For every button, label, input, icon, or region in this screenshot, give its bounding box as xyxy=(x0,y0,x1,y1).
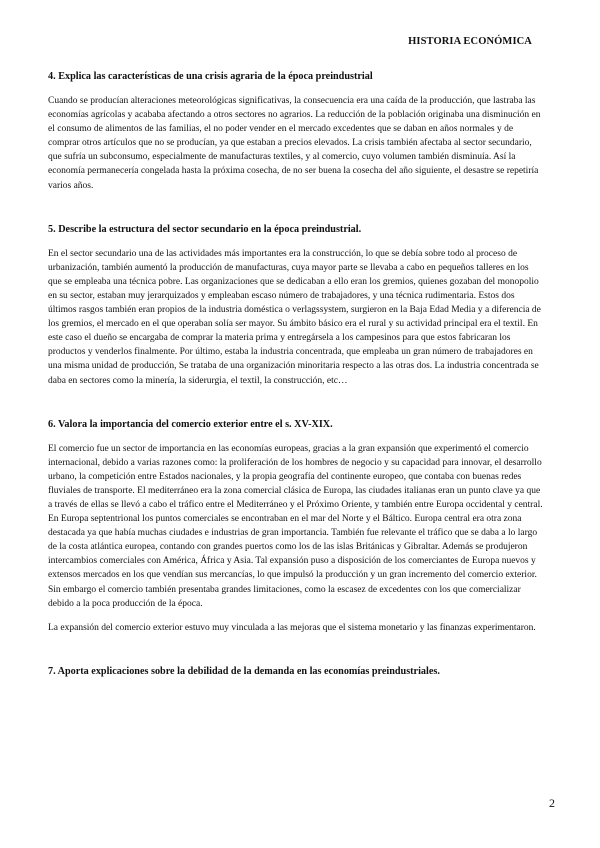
answer-6-paragraph-2: La expansión del comercio exterior estuvo muy vinculada a las mejoras que el sistema monetario y las finanzas experimentaron. xyxy=(48,622,536,633)
question-5-heading: 5. Describe la estructura del sector secundario en la época preindustrial. xyxy=(48,223,362,235)
question-7-heading: 7. Aporta explicaciones sobre la debilidad de la demanda en las economías preindustriales. xyxy=(48,665,440,677)
question-6-heading: 6. Valora la importancia del comercio exterior entre el s. XV-XIX. xyxy=(48,418,333,430)
page-number: 2 xyxy=(549,796,555,810)
answer-5-paragraph: En el sector secundario una de las actividades más importantes era la construcción, lo que se debía sobre todo al proceso de urbanización, también aumentó la producción de manufacturas, cuya mayor parte se llevaba a cabo en pequeños talleres en los que se empleaba una técnica pobre. Las organizaciones que se dedicaban a ello eran los gremios, quienes gozaban del monopolio en su sector, estaban muy jerarquizados y empleaban escaso número de trabajadores, y una técnica rudimentaria. Estos dos últimos rasgos también eran propios de la industria doméstica o verlagssystem, surgieron en la Baja Edad Media y a diferencia de los gremios, el mercado en el que operaban solía ser mayor. Su ámbito básico era el rural y su actividad principal era el textil. En este caso el dueño se encargaba de comprar la materia prima y entregársela a los campesinos para que estos fabricaran los productos y venderlos finalmente. Por último, estaba la industria concentrada, que empleaba un gran número de trabajadores en una misma unidad de producción, Se trataba de una organización minoritaria respecto a las otras dos. La industria concentrada se daba en sectores como la minería, la siderurgia, el textil, la construcción, etc… xyxy=(48,248,541,386)
answer-6-paragraph-1: El comercio fue un sector de importancia en las economías europeas, gracias a la gran expansión que experimentó el comercio internacional, debido a varias razones como: la proliferación de los hombres de negocio y su capacidad para innovar, el desarrollo urbano, la competición entre Estados nacionales, y la propia geografía del continente europeo, que contaba con buenas redes fluviales de transporte. El mediterráneo era la zona comercial clásica de Europa, las ciudades italianas eran un punto clave ya que a través de ellas se llevó a cabo el tráfico entre el Mediterráneo y el Próximo Oriente, y también entre Europa occidental y central. En Europa septentrional los puntos comerciales se encontraban en el mar del Norte y el Báltico. Europa central era otra zona destacada ya que había muchas ciudades e industrias de gran importancia. También fue relevante el tráfico que se daba a lo largo de la costa atlántica europea, contando con grandes puertos como los de las islas Británicas y Gibraltar. Además se produjeron intercambios comerciales con América, África y Asia. Tal expansión puso a disposición de los comerciantes de Europa nuevos y extensos mercados en los que vendían sus mercancías, lo que impulsó la producción y un gran incremento del comercio exterior. Sin embargo el comercio también presentaba grandes limitaciones, como la escasez de excedentes con los que comercializar debido a la poca producción de la época. xyxy=(48,443,543,609)
answer-4-paragraph: Cuando se producían alteraciones meteorológicas significativas, la consecuencia era una caída de la producción, que lastraba las economías agrícolas y acababa afectando a otros sectores no agrarios. La reducción de la población originaba una disminución en el consumo de alimentos de las familias, el no poder vender en el mercado excedentes que se daban en años normales y de comprar otros artículos que no se producían, ya que estaban a precios elevados. La crisis también afectaba al sector secundario, que sufría un subconsumo, especialmente de manufacturas textiles, y al comercio, cuyo volumen también disminuía. Así la economía permanecería congelada hasta la próxima cosecha, de no ser buena la cosecha del año siguiente, el desastre se repetiría varios años. xyxy=(48,96,541,191)
document-body xyxy=(48,70,544,689)
question-4-heading: 4. Explica las características de una crisis agraria de la época preindustrial xyxy=(48,71,373,82)
running-header: HISTORIA ECONÓMICA xyxy=(408,36,532,47)
